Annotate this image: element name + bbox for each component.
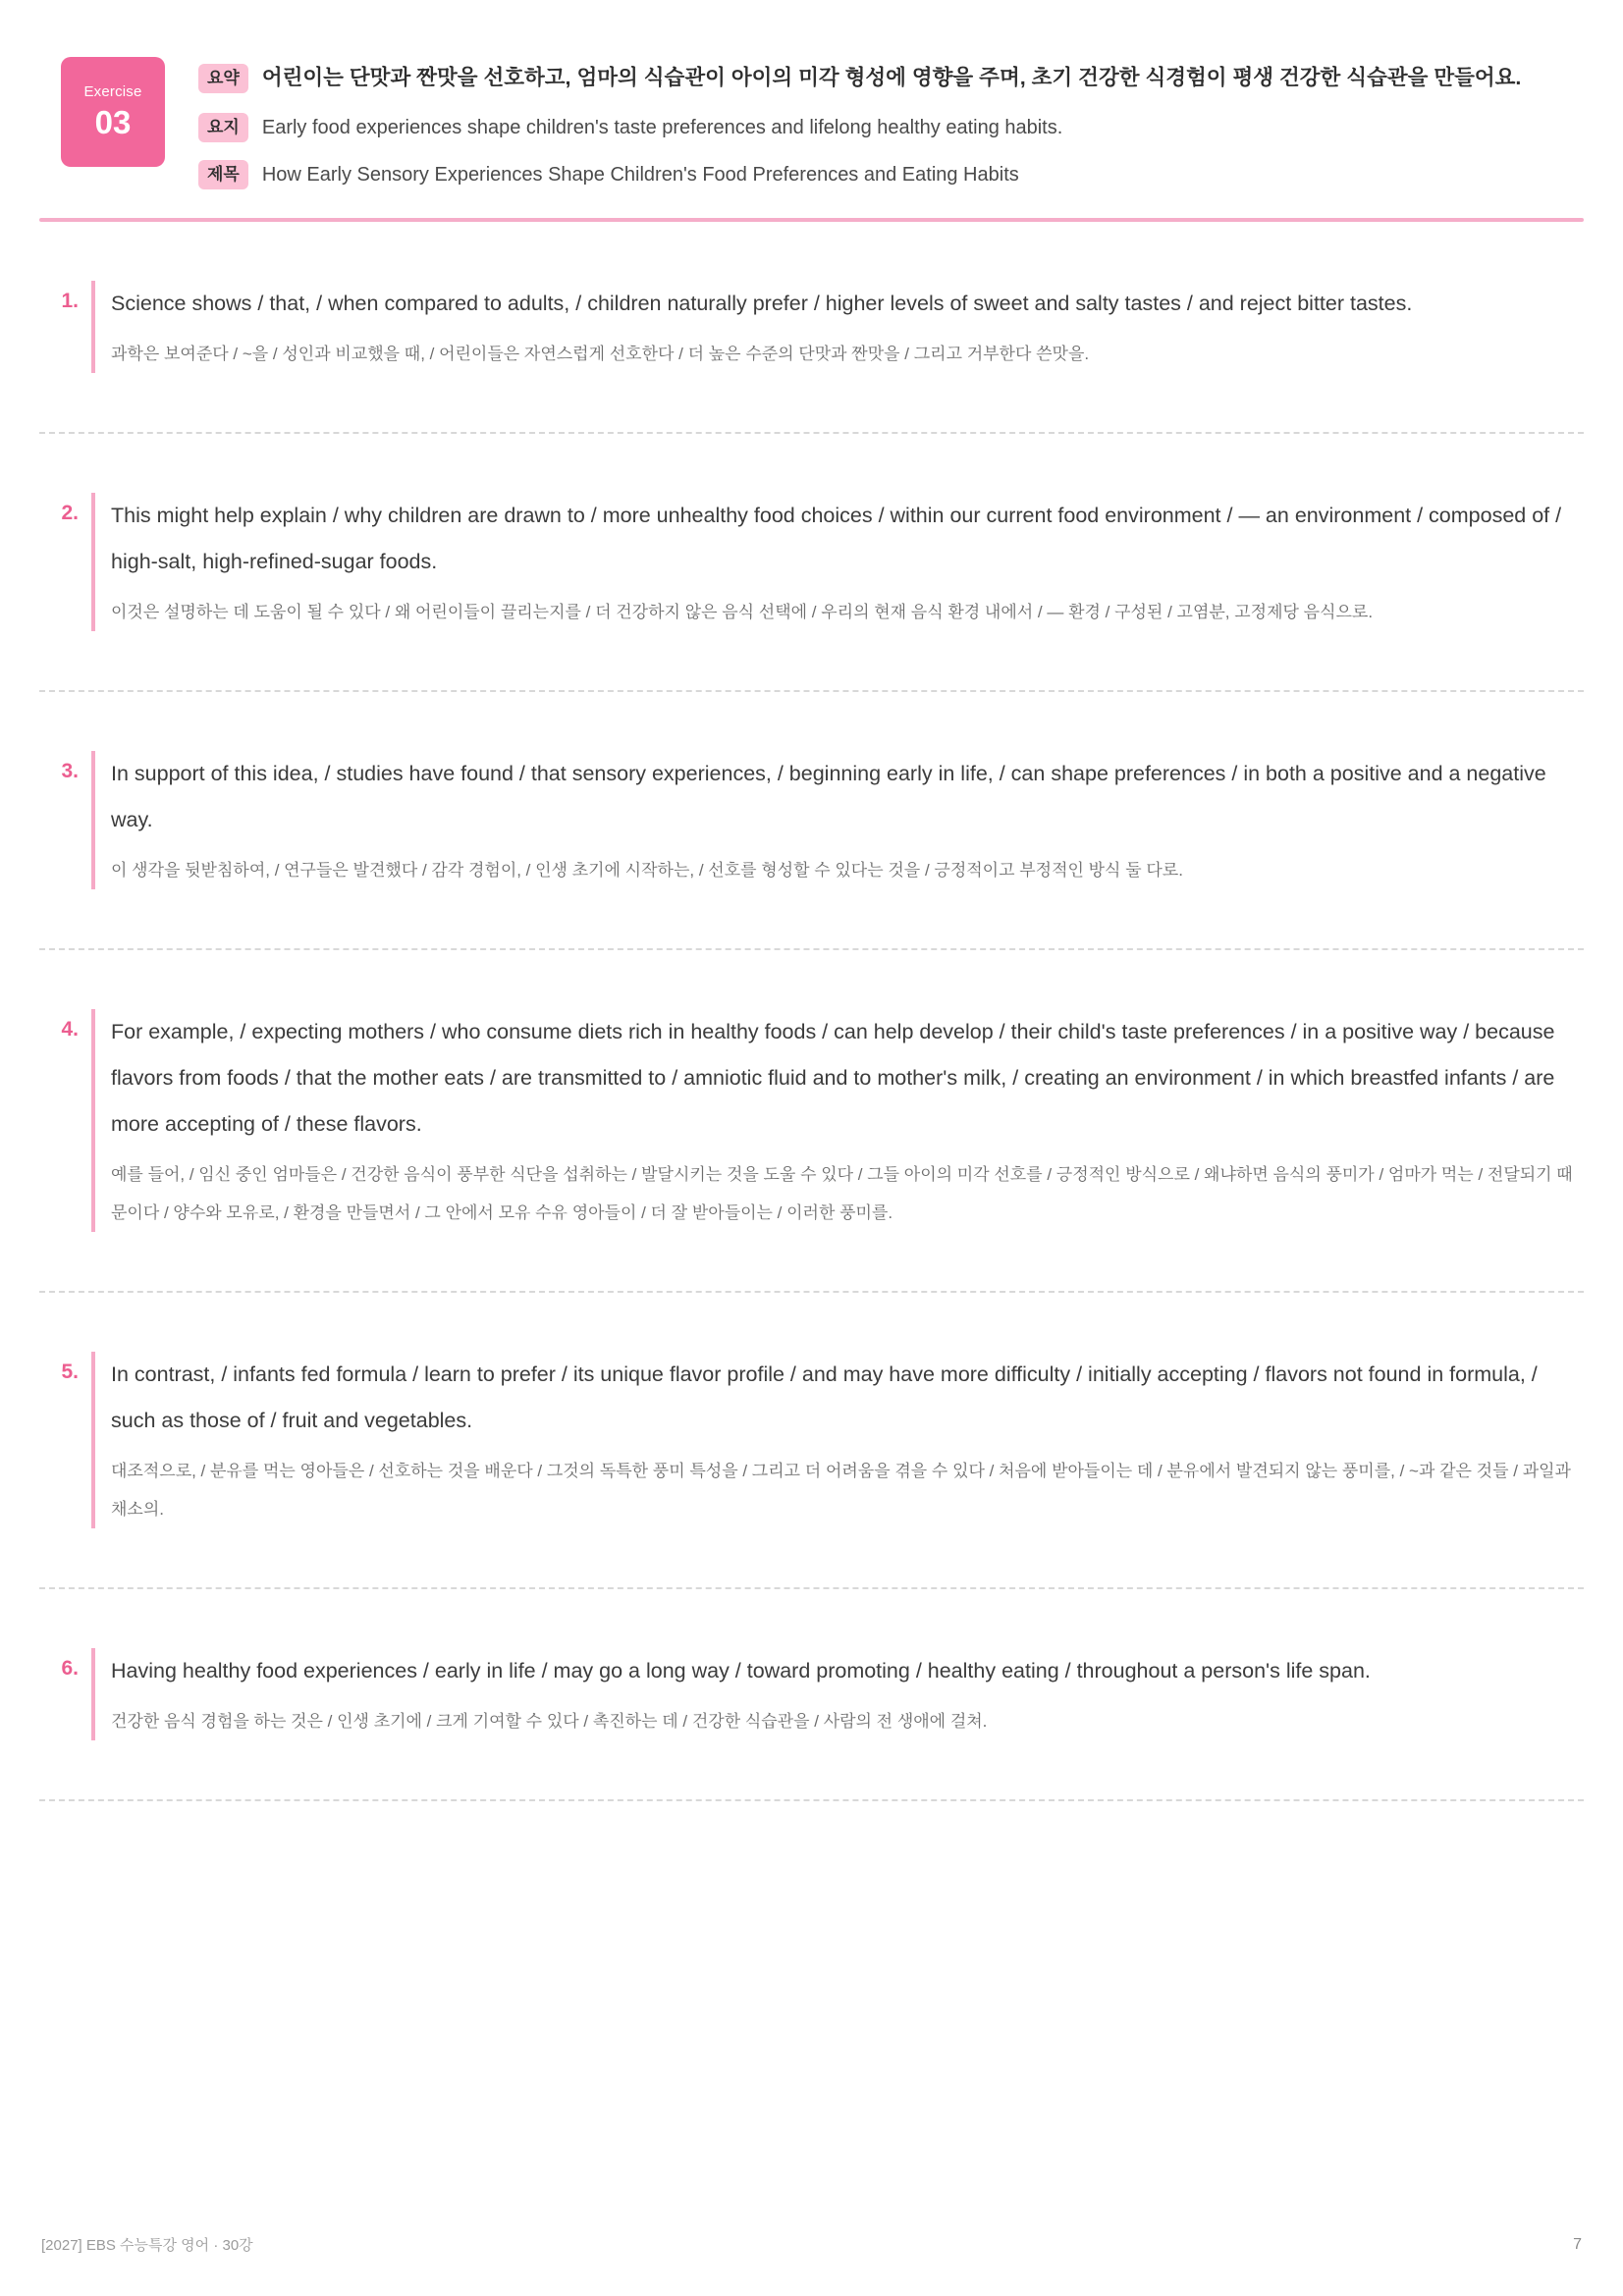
sentence-body [91, 493, 1580, 631]
section-divider [39, 432, 1584, 434]
sentence-block-4 [0, 1009, 1623, 1232]
section-divider [39, 1799, 1584, 1801]
sentence-block-1 [0, 281, 1623, 373]
page-header [0, 0, 1623, 204]
summary-row [198, 61, 1584, 95]
sentence-number: 2. [61, 501, 79, 524]
english-sentence: In contrast, / infants fed formula / learn to prefer / its unique flavor profile / and may have more difficulty / initially accepting / flavors not found in formula, / such as those of / fruit and vegetables. [111, 1362, 1538, 1433]
title-text: How Early Sensory Experiences Shape Children's Food Preferences and Eating Habits [261, 163, 1019, 186]
gist-row [198, 110, 1584, 142]
section-divider [39, 1587, 1584, 1589]
english-sentence: In support of this idea, / studies have found / that sensory experiences, / beginning early in life, / can shape preferences / in both a positive and a negative way. [111, 761, 1546, 831]
page-number: 7 [1573, 2235, 1582, 2253]
exercise-label: Exercise [83, 82, 142, 100]
sentence-number: 4. [61, 1018, 79, 1041]
summary-badge: 요약 [198, 64, 248, 93]
summary-text: 어린이는 단맛과 짠맛을 선호하고, 엄마의 식습관이 아이의 미각 형성에 영향을 주며, 초기 건강한 식경험이 평생 건강한 식습관을 만들어요. [261, 66, 1522, 89]
title-badge: 제목 [198, 160, 248, 189]
korean-translation: 대조적으로, / 분유를 먹는 영아들은 / 선호하는 것을 배운다 / 그것의 독특한 풍미 특성을 / 그리고 더 어려움을 겪을 수 있다 / 처음에 받아들이는 데 / 분유에서 발견되지 않는 풍미를, / ~과 같은 것들 / 과일과 채소의. [111, 1462, 1571, 1520]
sentence-body [91, 1648, 1580, 1740]
title-row [198, 157, 1584, 189]
sentence-block-6 [0, 1648, 1623, 1740]
section-divider [39, 1291, 1584, 1293]
english-sentence: This might help explain / why children are drawn to / more unhealthy food choices / within our current food environment / — an environment / composed of / high-salt, high-refined-sugar foods. [111, 503, 1562, 573]
exercise-number: 03 [94, 103, 132, 140]
sentence-number: 5. [61, 1361, 79, 1384]
section-divider [39, 948, 1584, 950]
sentence-block-5 [0, 1352, 1623, 1528]
sentence-body [91, 751, 1580, 889]
korean-translation: 이 생각을 뒷받침하여, / 연구들은 발견했다 / 감각 경험이, / 인생 초기에 시작하는, / 선호를 형성할 수 있다는 것을 / 긍정적이고 부정적인 방식 둘 다로. [111, 860, 1183, 880]
page-footer [41, 2234, 1582, 2255]
header-rows [198, 57, 1584, 204]
sentence-body [91, 1352, 1580, 1528]
exercise-number-badge [61, 57, 165, 167]
sentence-number: 1. [61, 289, 79, 312]
sentence-block-3 [0, 751, 1623, 889]
header-divider [39, 218, 1584, 222]
gist-text: Early food experiences shape children's taste preferences and lifelong healthy eating habits. [261, 116, 1063, 138]
english-sentence: Having healthy food experiences / early in life / may go a long way / toward promoting / healthy eating / throughout a person's life span. [111, 1659, 1371, 1683]
gist-badge: 요지 [198, 113, 248, 142]
sentence-number: 6. [61, 1657, 79, 1681]
english-sentence: For example, / expecting mothers / who consume diets rich in healthy foods / can help develop / their child's taste preferences / in a positive way / because flavors from foods / that the mother eats / are transmitted to / amniotic fluid and to mother's milk, / creating an environment / in which breastfed infants / are more accepting of / these flavors. [111, 1020, 1555, 1136]
korean-translation: 예를 들어, / 임신 중인 엄마들은 / 건강한 음식이 풍부한 식단을 섭취하는 / 발달시키는 것을 도울 수 있다 / 그들 아이의 미각 선호를 / 긍정적인 방식으로 / 왜냐하면 음식의 풍미가 / 엄마가 먹는 / 전달되기 때문이다 / 양수와 모유로, / 환경을 만들면서 / 그 안에서 모유 수유 영아들이 / 더 잘 받아들이는 / 이러한 풍미를. [111, 1164, 1573, 1223]
english-sentence: Science shows / that, / when compared to adults, / children naturally prefer / higher levels of sweet and salty tastes / and reject bitter tastes. [111, 291, 1413, 315]
korean-translation: 과학은 보여준다 / ~을 / 성인과 비교했을 때, / 어린이들은 자연스럽게 선호한다 / 더 높은 수준의 단맛과 짠맛을 / 그리고 거부한다 쓴맛을. [111, 344, 1090, 363]
sentence-body [91, 1009, 1580, 1232]
korean-translation: 이것은 설명하는 데 도움이 될 수 있다 / 왜 어린이들이 끌리는지를 / 더 건강하지 않은 음식 선택에 / 우리의 현재 음식 환경 내에서 / — 환경 / 구성된 / 고염분, 고정제당 음식으로. [111, 602, 1374, 621]
footer-source-label: [2027] EBS 수능특강 영어 · 30강 [41, 2237, 253, 2254]
sentence-number: 3. [61, 759, 79, 782]
sentence-body [91, 281, 1580, 373]
section-divider [39, 690, 1584, 692]
sentence-block-2 [0, 493, 1623, 631]
korean-translation: 건강한 음식 경험을 하는 것은 / 인생 초기에 / 크게 기여할 수 있다 / 촉진하는 데 / 건강한 식습관을 / 사람의 전 생애에 걸쳐. [111, 1712, 988, 1732]
